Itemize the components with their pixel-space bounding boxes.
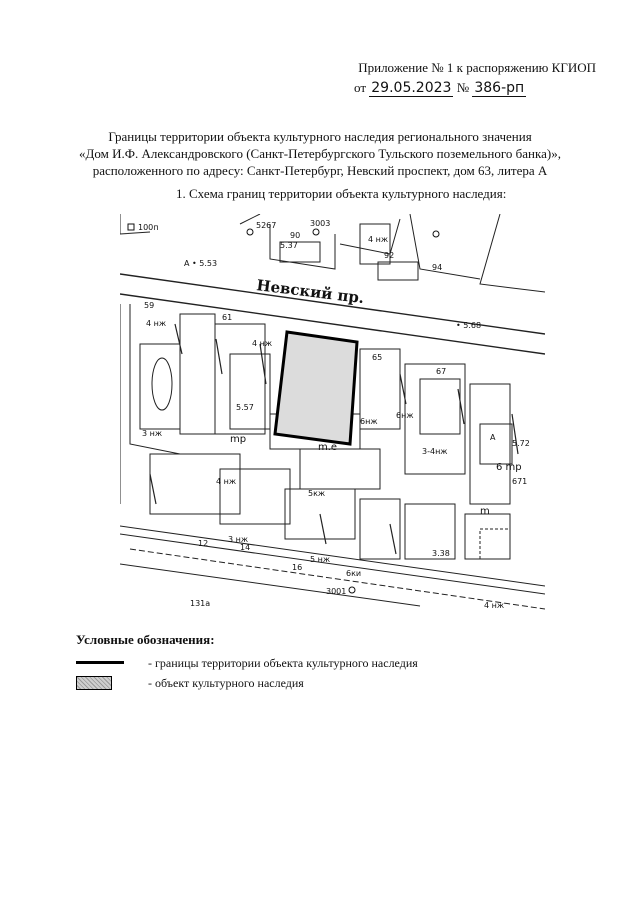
order-line [354, 80, 526, 96]
order-prefix: от [354, 80, 367, 95]
svg-text:61: 61 [222, 313, 233, 322]
svg-text:Невский пр.: Невский пр. [255, 276, 366, 308]
boundary-line-symbol [76, 661, 124, 664]
title-line-2: «Дом И.Ф. Александровского (Санкт-Петербургского Тульского поземельного банка)», [79, 146, 561, 161]
svg-text:3 нж: 3 нж [142, 429, 163, 438]
heritage-object [275, 332, 357, 444]
svg-text:65: 65 [372, 353, 383, 362]
svg-text:6нж: 6нж [360, 417, 378, 426]
svg-text:• 5.68: • 5.68 [456, 321, 482, 330]
svg-text:90: 90 [290, 231, 301, 240]
svg-text:4 нж: 4 нж [368, 235, 389, 244]
legend-text-boundary: - границы территории объекта культурного наследия [148, 656, 418, 670]
svg-text:3.38: 3.38 [432, 549, 450, 558]
svg-text:4 нж: 4 нж [484, 601, 505, 610]
object-fill-symbol [76, 676, 112, 690]
svg-text:5.72: 5.72 [512, 439, 530, 448]
svg-text:92: 92 [384, 251, 395, 260]
boundary-scheme-map [120, 214, 545, 614]
svg-text:59: 59 [144, 301, 155, 310]
svg-text:16: 16 [292, 563, 303, 572]
svg-text:5267: 5267 [256, 221, 277, 230]
svg-text:4 нж: 4 нж [216, 477, 237, 486]
order-date: 29.05.2023 [371, 80, 452, 96]
title-line-3: расположенного по адресу: Санкт-Петербург, Невский проспект, дом 63, литера А [92, 163, 548, 178]
svg-text:6нж: 6нж [396, 411, 414, 420]
svg-text:67: 67 [436, 367, 447, 376]
svg-text:mр: mр [230, 434, 247, 445]
svg-text:94: 94 [432, 263, 443, 272]
svg-text:5.57: 5.57 [236, 403, 254, 412]
svg-text:131а: 131а [190, 599, 211, 608]
order-number-label: № [456, 80, 470, 95]
title-line-1: Границы территории объекта культурного наследия регионального значения [108, 129, 532, 144]
svg-text:3003: 3003 [310, 219, 331, 228]
svg-text:3001: 3001 [326, 587, 347, 596]
scheme-caption: 1. Схема границ территории объекта культурного наследия: [176, 186, 507, 201]
svg-text:А • 5.53: А • 5.53 [184, 259, 218, 268]
svg-text:А: А [490, 433, 496, 442]
svg-text:5 нж: 5 нж [310, 555, 331, 564]
svg-text:m: m [480, 506, 490, 517]
document-title [60, 128, 580, 179]
svg-text:6ки: 6ки [346, 569, 362, 578]
svg-text:3-4нж: 3-4нж [422, 447, 448, 456]
svg-text:4 нж: 4 нж [252, 339, 273, 348]
svg-text:671: 671 [512, 477, 528, 486]
legend-title: Условные обозначения: [76, 632, 215, 647]
svg-text:12: 12 [198, 539, 209, 548]
svg-text:100п: 100п [138, 223, 159, 232]
svg-text:4 нж: 4 нж [146, 319, 167, 328]
svg-text:5.37: 5.37 [280, 241, 298, 250]
svg-text:6 mр: 6 mр [496, 462, 522, 473]
svg-text:5кж: 5кж [308, 489, 326, 498]
order-number: 386-рп [474, 80, 525, 96]
svg-text:m.е: m.е [318, 442, 338, 453]
svg-text:3 нж: 3 нж [228, 535, 249, 544]
legend-text-object: - объект культурного наследия [148, 676, 304, 690]
svg-text:14: 14 [240, 543, 251, 552]
appendix-header: Приложение № 1 к распоряжению КГИОП [358, 60, 596, 75]
